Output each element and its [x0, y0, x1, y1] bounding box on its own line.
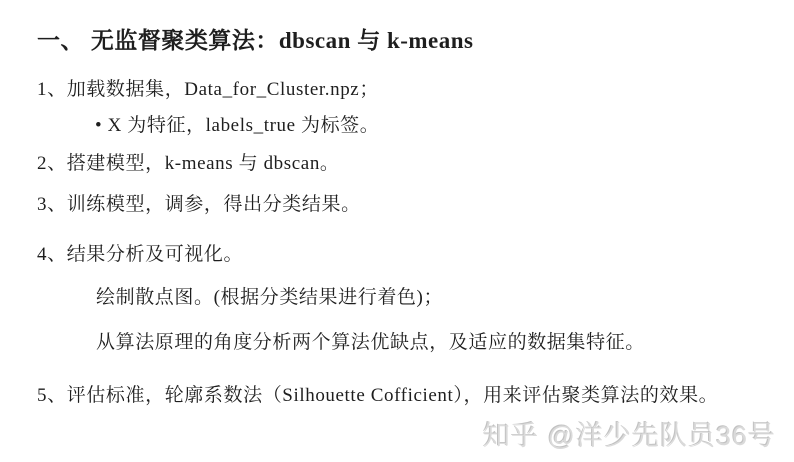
- list-item-5-evaluation-standard: 5、评估标准，轮廓系数法（Silhouette Cofficient），用来评估聚类算法的效果。: [37, 385, 719, 406]
- title-segment-zh: 与: [357, 27, 381, 53]
- list-item-4-result-analysis: 4、结果分析及可视化。: [37, 244, 244, 265]
- list-item-3-train-model: 3、训练模型，调参，得出分类结果。: [37, 194, 361, 215]
- bullet-item-features-labels: • X 为特征，labels_true 为标签。: [95, 115, 380, 136]
- title-segment-zh: 一、 无监督聚类算法：: [37, 27, 279, 53]
- list-item-1-load-dataset: 1、加载数据集，Data_for_Cluster.npz；: [37, 79, 379, 100]
- page-title: [37, 22, 474, 55]
- title-segment-latin: k-means: [380, 28, 474, 53]
- list-item-2-build-model: 2、搭建模型，k-means 与 dbscan。: [37, 153, 340, 174]
- sub-item-algorithm-comparison: 从算法原理的角度分析两个算法优缺点，及适应的数据集特征。: [96, 332, 645, 353]
- sub-item-scatter-plot: 绘制散点图。(根据分类结果进行着色)；: [96, 287, 444, 308]
- title-segment-latin: dbscan: [278, 28, 358, 53]
- zhihu-watermark: 知乎 @洋少先队员36号: [483, 421, 776, 451]
